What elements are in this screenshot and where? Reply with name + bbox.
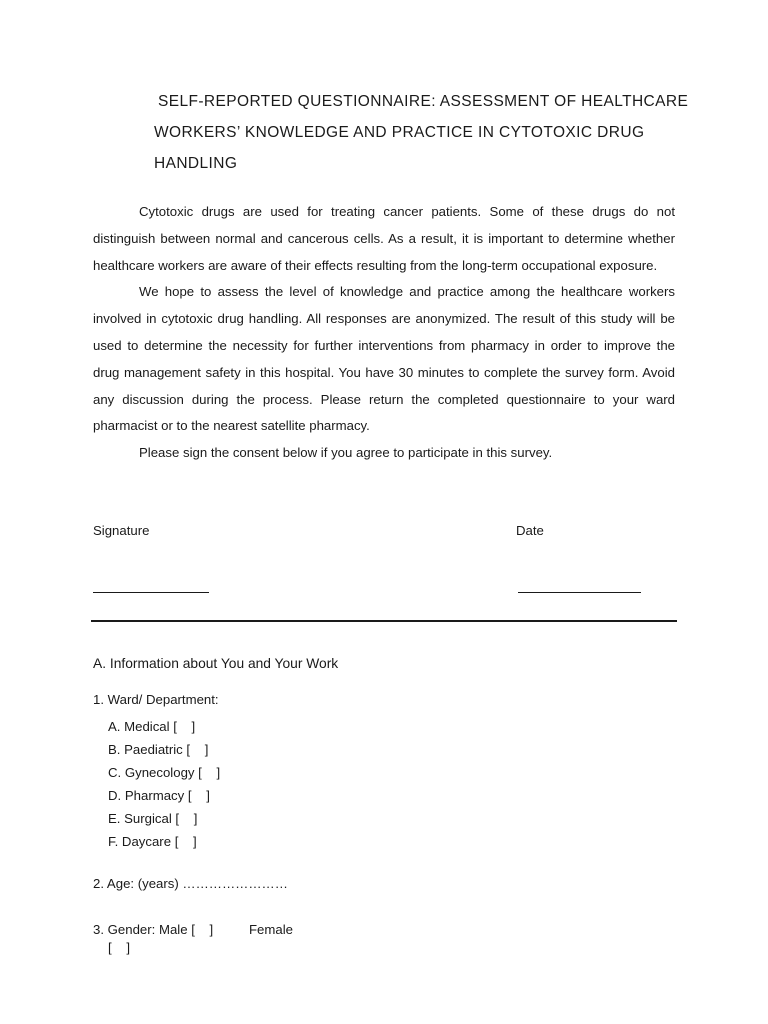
intro-paragraph-1: Cytotoxic drugs are used for treating cancer patients. Some of these drugs do not distinguish between normal and cancerous cells. As a result, it is important to determine whether healthcare workers are aware of their effects resulting from the long-term occupational exposure.	[93, 204, 675, 273]
q3-gender-female-label: Female	[249, 922, 293, 937]
signature-label: Signature	[93, 523, 150, 538]
q1-ward-options	[108, 715, 220, 853]
section-a-heading: A. Information about You and Your Work	[93, 656, 339, 671]
ward-option-medical[interactable]: A. Medical [ ]	[108, 719, 196, 734]
questionnaire-title	[154, 86, 689, 179]
date-label: Date	[516, 523, 544, 538]
q1-ward-label: 1. Ward/ Department:	[93, 692, 219, 707]
title-line-3: HANDLING	[154, 155, 238, 172]
title-line-1: SELF-REPORTED QUESTIONNAIRE: ASSESSMENT OF HEALTHCARE	[158, 93, 689, 110]
signature-line[interactable]	[93, 592, 209, 593]
introduction	[93, 199, 675, 467]
date-line[interactable]	[518, 592, 641, 593]
intro-paragraph-2: We hope to assess the level of knowledge and practice among the healthcare workers involved in cytotoxic drug handling. All responses are anonymized. The result of this study will be used to determine the necessity for further interventions from pharmacy in order to improve the drug management safety in this hospital. You have 30 minutes to complete the survey form. Avoid any discussion during the process. Please return the completed questionnaire to your ward pharmacist or to the nearest satellite pharmacy.	[93, 284, 675, 434]
ward-option-gynecology[interactable]: C. Gynecology [ ]	[108, 765, 221, 780]
q2-age-field[interactable]: 2. Age: (years) ……………………	[93, 876, 288, 891]
section-divider	[91, 620, 677, 622]
intro-paragraph-3: Please sign the consent below if you agree to participate in this survey.	[139, 445, 553, 461]
title-line-2: WORKERS’ KNOWLEDGE AND PRACTICE IN CYTOTOXIC DRUG	[154, 124, 645, 141]
ward-option-pharmacy[interactable]: D. Pharmacy [ ]	[108, 788, 210, 803]
q3-gender-male[interactable]: 3. Gender: Male [ ]	[93, 922, 214, 937]
q3-gender-female-checkbox[interactable]: [ ]	[108, 940, 130, 955]
ward-option-surgical[interactable]: E. Surgical [ ]	[108, 811, 198, 826]
ward-option-paediatric[interactable]: B. Paediatric [ ]	[108, 742, 209, 757]
ward-option-daycare[interactable]: F. Daycare [ ]	[108, 834, 197, 849]
